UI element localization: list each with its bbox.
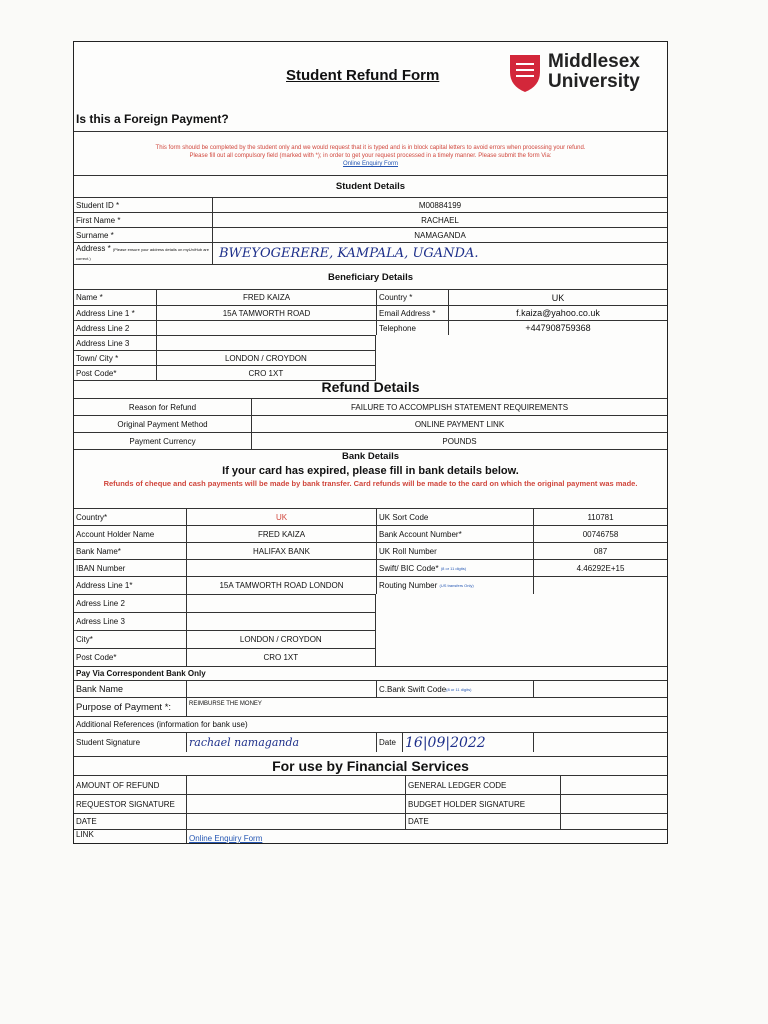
date-field[interactable]: 16|09|2022 xyxy=(402,733,533,752)
shield-icon xyxy=(508,50,542,94)
beneficiary-post-field[interactable]: CRO 1XT xyxy=(156,366,375,380)
address-row: Address * (Please ensure your address details on myUniHub are correct.) BWEYOGERERE, KAMPALA, UGANDA. xyxy=(74,242,667,264)
instructions-line1: This form should be completed by the student only and we would request that it is typed and is in block capital letters to avoid errors when processing your refund. xyxy=(155,145,586,151)
bank-details-header: Bank Details If your card has expired, please fill in bank details below. Refunds of cheque and cash payments will be made by bank transfer. Card refunds will be made to the card on which the original payment was made. xyxy=(74,449,667,508)
address-field[interactable]: BWEYOGERERE, KAMPALA, UGANDA. xyxy=(212,243,667,264)
bank-addr1-field[interactable]: 15A TAMWORTH ROAD LONDON xyxy=(186,577,376,594)
beneficiary-addr3-field[interactable] xyxy=(156,336,375,350)
bank-row-6: Adress Line 2 xyxy=(74,594,376,612)
fin-row-3: DATE DATE xyxy=(74,813,667,829)
bank-row-8: City* LONDON / CROYDON xyxy=(74,630,376,648)
sort-code-field[interactable]: 110781 xyxy=(533,509,667,525)
bank-row-1: Country* UK UK Sort Code 110781 xyxy=(74,508,667,525)
payment-method-row: Original Payment Method ONLINE PAYMENT LINK xyxy=(74,415,667,432)
beneficiary-row-1: Name * FRED KAIZA Country * UK xyxy=(74,289,667,305)
payment-method-field[interactable]: ONLINE PAYMENT LINK xyxy=(251,416,667,432)
beneficiary-row-4: Address Line 3 xyxy=(74,335,376,350)
student-details-header: Student Details xyxy=(74,175,667,197)
first-name-row: First Name * RACHAEL xyxy=(74,212,667,227)
correspondent-bank-row: Bank Name C.Bank Swift Code (8 or 11 digits) xyxy=(74,680,667,697)
beneficiary-header: Beneficiary Details xyxy=(74,264,667,289)
bank-row-9: Post Code* CRO 1XT xyxy=(74,648,376,666)
iban-field[interactable] xyxy=(186,560,376,576)
beneficiary-row-5: Town/ City * LONDON / CROYDON xyxy=(74,350,376,365)
refund-reason-field[interactable]: FAILURE TO ACCOMPLISH STATEMENT REQUIREMENTS xyxy=(251,399,667,415)
first-name-field[interactable]: RACHAEL xyxy=(212,213,667,227)
beneficiary-town-field[interactable]: LONDON / CROYDON xyxy=(156,351,375,365)
account-holder-field[interactable]: FRED KAIZA xyxy=(186,526,376,542)
references-row xyxy=(74,716,667,732)
page-title: Student Refund Form xyxy=(286,67,440,84)
bank-addr2-field[interactable] xyxy=(186,595,375,612)
bank-row-4: IBAN Number Swift/ BIC Code* (8 or 11 digits) 4.46292E+15 xyxy=(74,559,667,576)
bank-city-field[interactable]: LONDON / CROYDON xyxy=(186,631,375,648)
beneficiary-addr1-field[interactable]: 15A TAMWORTH ROAD xyxy=(156,306,376,320)
logo-line1: Middlesex xyxy=(548,51,640,72)
bank-row-7: Adress Line 3 xyxy=(74,612,376,630)
surname-field[interactable]: NAMAGANDA xyxy=(212,228,667,242)
fin-row-4: LINK Online Enquiry Form xyxy=(74,829,667,843)
foreign-payment-question: Is this a Foreign Payment? xyxy=(76,112,229,126)
refund-reason-row: Reason for Refund FAILURE TO ACCOMPLISH STATEMENT REQUIREMENTS xyxy=(74,398,667,415)
bank-row-5: Address Line 1* 15A TAMWORTH ROAD LONDON Routing Number (US transfers Only) xyxy=(74,576,667,594)
roll-number-field[interactable]: 087 xyxy=(533,543,667,559)
beneficiary-row-6: Post Code* CRO 1XT xyxy=(74,365,376,381)
beneficiary-country-field[interactable]: UK xyxy=(448,290,667,305)
refund-form xyxy=(73,41,668,844)
beneficiary-addr2-field[interactable] xyxy=(156,321,376,335)
amount-field[interactable] xyxy=(186,776,405,794)
beneficiary-email-field[interactable]: f.kaiza@yahoo.co.uk xyxy=(448,306,667,320)
beneficiary-row-2: Address Line 1 * 15A TAMWORTH ROAD Email Address * f.kaiza@yahoo.co.uk xyxy=(74,305,667,320)
swift-code-field[interactable]: 4.46292E+15 xyxy=(533,560,667,576)
surname-row: Surname * NAMAGANDA xyxy=(74,227,667,242)
beneficiary-name-field[interactable]: FRED KAIZA xyxy=(156,290,376,305)
purpose-field[interactable]: REIMBURSE THE MONEY xyxy=(186,698,667,716)
bank-name-field[interactable]: HALIFAX BANK xyxy=(186,543,376,559)
fin-date-field-2[interactable] xyxy=(560,814,667,829)
ledger-code-field[interactable] xyxy=(560,776,667,794)
bank-row-2: Account Holder Name FRED KAIZA Bank Account Number* 00746758 xyxy=(74,525,667,542)
instructions-link[interactable]: Online Enquiry Form xyxy=(342,161,399,167)
budget-holder-field[interactable] xyxy=(560,795,667,813)
instructions-line2: Please fill out all compulsory field (marked with *); in order to get your request processed in a timely manner. Please submit the form Via: xyxy=(189,153,552,159)
student-id-field[interactable]: M00884199 xyxy=(212,198,667,212)
bank-addr3-field[interactable] xyxy=(186,613,375,630)
bank-post-field[interactable]: CRO 1XT xyxy=(186,649,375,666)
correspondent-bank-field[interactable] xyxy=(186,681,376,697)
student-id-row: Student ID * M00884199 xyxy=(74,197,667,212)
signature-row: Student Signature rachael namaganda Date 16|09|2022 xyxy=(74,732,667,752)
financial-services-header: For use by Financial Services xyxy=(74,756,667,775)
fin-row-2: REQUESTOR SIGNATURE BUDGET HOLDER SIGNATURE xyxy=(74,794,667,813)
logo-line2: University xyxy=(548,71,640,92)
payment-currency-field[interactable]: POUNDS xyxy=(251,433,667,449)
beneficiary-row-3: Address Line 2 Telephone +447908759368 xyxy=(74,320,667,335)
online-enquiry-link[interactable]: Online Enquiry Form xyxy=(186,830,667,843)
university-logo xyxy=(508,50,640,99)
correspondent-swift-field[interactable] xyxy=(533,681,667,697)
bank-country-field[interactable]: UK xyxy=(186,509,376,525)
account-number-field[interactable]: 00746758 xyxy=(533,526,667,542)
refund-details-header: Refund Details xyxy=(321,379,420,395)
routing-number-field[interactable] xyxy=(533,577,667,594)
requestor-signature-field[interactable] xyxy=(186,795,405,813)
fin-date-field-1[interactable] xyxy=(186,814,405,829)
payment-currency-row: Payment Currency POUNDS xyxy=(74,432,667,449)
bank-row-3: Bank Name* HALIFAX BANK UK Roll Number 087 xyxy=(74,542,667,559)
fin-row-1: AMOUNT OF REFUND GENERAL LEDGER CODE xyxy=(74,775,667,794)
student-signature-field[interactable]: rachael namaganda xyxy=(186,733,376,752)
correspondent-header: Pay Via Correspondent Bank Only xyxy=(74,666,667,680)
beneficiary-tel-field[interactable]: +447908759368 xyxy=(448,321,667,335)
references-field[interactable]: Additional References (information for bank use) xyxy=(76,720,248,729)
instructions xyxy=(74,131,667,175)
purpose-row: Purpose of Payment *: REIMBURSE THE MONEY xyxy=(74,697,667,716)
